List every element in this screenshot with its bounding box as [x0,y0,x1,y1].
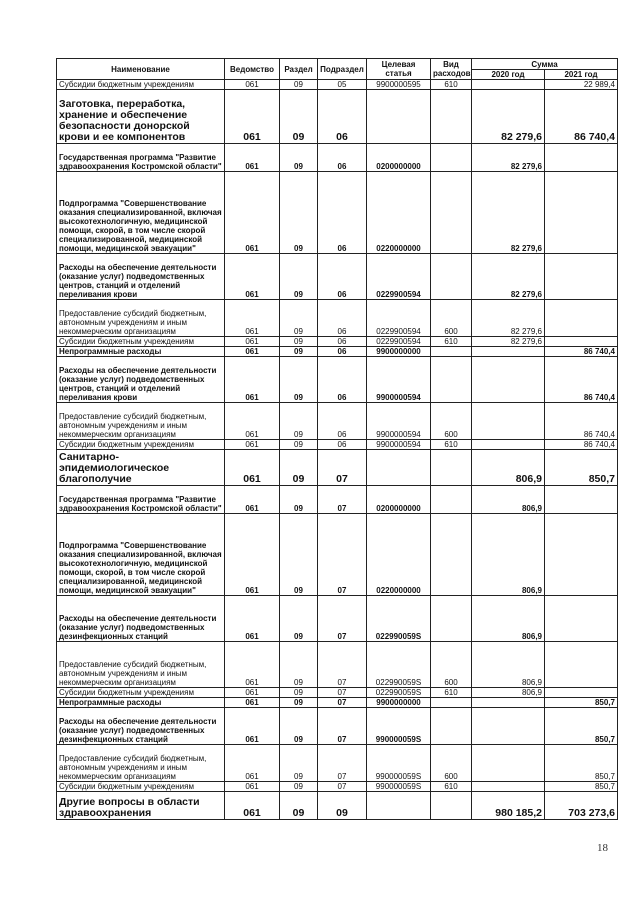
header-sum: Сумма [472,59,618,70]
row-exptype [431,792,472,820]
row-article: 0220000000 [367,172,431,254]
row-dept: 061 [225,745,280,782]
row-sum-2021: 22 989,4 [545,80,618,90]
row-sum-2021 [545,688,618,698]
table-row [57,782,618,792]
row-subsection: 07 [318,486,367,514]
row-sum-2021: 86 740,4 [545,403,618,440]
row-section: 09 [280,782,318,792]
row-sum-2021 [545,300,618,337]
row-article [367,90,431,144]
row-dept: 061 [225,708,280,745]
row-subsection: 07 [318,708,367,745]
table-row [57,745,618,782]
row-section: 09 [280,357,318,403]
table-row [57,792,618,820]
table-row [57,347,618,357]
row-dept: 061 [225,90,280,144]
budget-table [56,58,618,820]
row-section: 09 [280,254,318,300]
row-section: 09 [280,596,318,642]
table-row [57,403,618,440]
table-row [57,688,618,698]
header-section: Раздел [280,59,318,80]
row-sum-2021 [545,337,618,347]
row-dept: 061 [225,450,280,486]
row-section: 09 [280,450,318,486]
row-article: 0229900594 [367,254,431,300]
row-section: 09 [280,172,318,254]
row-name: Расходы на обеспечение деятельности (оказание услуг) подведомственных центров, станций и отделений переливания крови [57,254,225,300]
table-row [57,642,618,688]
row-sum-2021: 703 273,6 [545,792,618,820]
row-name: Государственная программа "Развитие здравоохранения Костромской области" [57,486,225,514]
row-exptype [431,172,472,254]
row-subsection: 06 [318,357,367,403]
row-section: 09 [280,688,318,698]
table-row [57,698,618,708]
row-sum-2021: 850,7 [545,708,618,745]
header-year-2021: 2021 год [545,70,618,80]
row-section: 09 [280,300,318,337]
row-exptype: 610 [431,80,472,90]
row-name: Субсидии бюджетным учреждениям [57,80,225,90]
header-year-2020: 2020 год [472,70,545,80]
row-exptype: 600 [431,403,472,440]
row-sum-2021: 86 740,4 [545,90,618,144]
row-exptype [431,596,472,642]
row-section: 09 [280,642,318,688]
row-sum-2021: 850,7 [545,745,618,782]
row-subsection: 06 [318,337,367,347]
row-subsection: 07 [318,596,367,642]
row-sum-2020: 806,9 [472,642,545,688]
row-dept: 061 [225,80,280,90]
row-sum-2020: 82 279,6 [472,90,545,144]
table-row [57,172,618,254]
row-sum-2021 [545,144,618,172]
table-row [57,337,618,347]
table-row [57,514,618,596]
table-row [57,486,618,514]
row-sum-2021: 86 740,4 [545,347,618,357]
row-name: Субсидии бюджетным учреждениям [57,782,225,792]
row-sum-2020: 82 279,6 [472,254,545,300]
row-name: Предоставление субсидий бюджетным, автономным учреждениям и иным некоммерческим организациям [57,642,225,688]
row-section: 09 [280,698,318,708]
row-name: Непрограммные расходы [57,698,225,708]
table-row [57,450,618,486]
row-name: Предоставление субсидий бюджетным, автономным учреждениям и иным некоммерческим организациям [57,745,225,782]
row-dept: 061 [225,688,280,698]
row-article: 990000059S [367,708,431,745]
row-subsection: 09 [318,792,367,820]
row-dept: 061 [225,782,280,792]
row-article: 990000059S [367,745,431,782]
row-subsection: 06 [318,347,367,357]
row-article: 9900000000 [367,347,431,357]
row-sum-2020 [472,440,545,450]
row-sum-2021 [545,642,618,688]
row-article: 022990059S [367,596,431,642]
row-sum-2020 [472,745,545,782]
row-article: 9900000000 [367,698,431,708]
row-subsection: 06 [318,144,367,172]
row-section: 09 [280,745,318,782]
row-name: Подпрограмма "Совершенствование оказания специализированной, включая высокотехнологичную, медицинской помощи, скорой, в том числе скорой специализированной, медицинской помощи, медицинской эвакуации" [57,172,225,254]
row-sum-2020 [472,782,545,792]
row-name: Расходы на обеспечение деятельности (оказание услуг) подведомственных дезинфекционных станций [57,708,225,745]
row-article: 990000059S [367,782,431,792]
row-article: 9900000595 [367,80,431,90]
row-dept: 061 [225,440,280,450]
row-section: 09 [280,792,318,820]
row-name: Заготовка, переработка, хранение и обеспечение безопасности донорской крови и ее компонентов [57,90,225,144]
table-header [57,59,618,80]
table-row [57,90,618,144]
row-exptype: 610 [431,782,472,792]
row-exptype: 600 [431,642,472,688]
table-row [57,357,618,403]
table-body [57,80,618,820]
row-sum-2020: 806,9 [472,688,545,698]
row-name: Санитарно-эпидемиологическое благополучие [57,450,225,486]
row-exptype: 600 [431,300,472,337]
row-section: 09 [280,514,318,596]
row-subsection: 06 [318,403,367,440]
row-section: 09 [280,80,318,90]
row-section: 09 [280,144,318,172]
row-exptype [431,486,472,514]
table-row [57,80,618,90]
row-dept: 061 [225,486,280,514]
row-sum-2020: 82 279,6 [472,337,545,347]
row-name: Государственная программа "Развитие здравоохранения Костромской области" [57,144,225,172]
row-name: Непрограммные расходы [57,347,225,357]
row-sum-2021 [545,596,618,642]
row-exptype [431,144,472,172]
row-exptype [431,254,472,300]
row-dept: 061 [225,357,280,403]
row-name: Предоставление субсидий бюджетным, автономным учреждениям и иным некоммерческим организациям [57,300,225,337]
row-sum-2020: 806,9 [472,486,545,514]
row-sum-2020: 82 279,6 [472,144,545,172]
row-exptype [431,708,472,745]
header-subsection: Подраздел [318,59,367,80]
row-subsection: 07 [318,688,367,698]
row-dept: 061 [225,403,280,440]
row-name: Другие вопросы в области здравоохранения [57,792,225,820]
row-sum-2021: 850,7 [545,782,618,792]
row-section: 09 [280,440,318,450]
row-name: Субсидии бюджетным учреждениям [57,440,225,450]
row-dept: 061 [225,254,280,300]
row-sum-2020: 806,9 [472,514,545,596]
table-row [57,440,618,450]
row-article: 0220000000 [367,514,431,596]
row-dept: 061 [225,347,280,357]
header-article: Целевая статья [367,59,431,80]
row-exptype [431,698,472,708]
row-subsection: 07 [318,450,367,486]
row-subsection: 06 [318,300,367,337]
table-row [57,596,618,642]
row-subsection: 07 [318,782,367,792]
row-article: 0200000000 [367,144,431,172]
row-dept: 061 [225,300,280,337]
row-subsection: 06 [318,90,367,144]
row-sum-2020: 980 185,2 [472,792,545,820]
row-article [367,450,431,486]
row-article: 0229900594 [367,300,431,337]
row-sum-2020 [472,698,545,708]
row-section: 09 [280,90,318,144]
row-sum-2020: 806,9 [472,596,545,642]
row-dept: 061 [225,514,280,596]
row-sum-2020 [472,403,545,440]
page-number: 18 [597,842,608,854]
row-dept: 061 [225,144,280,172]
row-dept: 061 [225,337,280,347]
row-name: Субсидии бюджетным учреждениям [57,688,225,698]
row-sum-2021: 850,7 [545,450,618,486]
row-subsection: 07 [318,745,367,782]
row-sum-2020 [472,80,545,90]
header-dept: Ведомство [225,59,280,80]
row-subsection: 05 [318,80,367,90]
row-sum-2021: 850,7 [545,698,618,708]
row-article: 9900000594 [367,440,431,450]
table-row [57,144,618,172]
row-name: Расходы на обеспечение деятельности (оказание услуг) подведомственных центров, станций и отделений переливания крови [57,357,225,403]
row-dept: 061 [225,596,280,642]
row-sum-2021 [545,486,618,514]
row-subsection: 07 [318,514,367,596]
row-dept: 061 [225,698,280,708]
row-exptype: 610 [431,337,472,347]
row-sum-2021: 86 740,4 [545,357,618,403]
row-dept: 061 [225,172,280,254]
row-subsection: 06 [318,254,367,300]
row-article [367,792,431,820]
row-subsection: 06 [318,172,367,254]
row-sum-2021 [545,172,618,254]
row-dept: 061 [225,642,280,688]
row-sum-2021 [545,254,618,300]
row-name: Субсидии бюджетным учреждениям [57,337,225,347]
row-article: 022990059S [367,642,431,688]
row-sum-2020: 806,9 [472,450,545,486]
row-name: Подпрограмма "Совершенствование оказания специализированной, включая высокотехнологичную, медицинской помощи, скорой, в том числе скорой специализированной, медицинской помощи, медицинской эвакуации" [57,514,225,596]
row-sum-2021 [545,514,618,596]
header-exptype: Вид расходов [431,59,472,80]
row-article: 0229900594 [367,337,431,347]
row-subsection: 06 [318,440,367,450]
row-article: 9900000594 [367,403,431,440]
row-name: Расходы на обеспечение деятельности (оказание услуг) подведомственных дезинфекционных станций [57,596,225,642]
row-sum-2020 [472,357,545,403]
header-name: Наименование [57,59,225,80]
row-section: 09 [280,337,318,347]
row-article: 9900000594 [367,357,431,403]
table-row [57,708,618,745]
table-row [57,254,618,300]
row-article: 022990059S [367,688,431,698]
table-row [57,300,618,337]
row-subsection: 07 [318,642,367,688]
row-exptype: 610 [431,688,472,698]
row-sum-2020: 82 279,6 [472,172,545,254]
row-exptype [431,347,472,357]
row-section: 09 [280,486,318,514]
row-exptype: 600 [431,745,472,782]
row-exptype [431,357,472,403]
row-section: 09 [280,347,318,357]
row-subsection: 07 [318,698,367,708]
row-section: 09 [280,403,318,440]
row-sum-2020 [472,347,545,357]
row-dept: 061 [225,792,280,820]
row-sum-2020: 82 279,6 [472,300,545,337]
row-exptype: 610 [431,440,472,450]
row-exptype [431,514,472,596]
row-article: 0200000000 [367,486,431,514]
row-exptype [431,450,472,486]
row-section: 09 [280,708,318,745]
row-exptype [431,90,472,144]
row-sum-2021: 86 740,4 [545,440,618,450]
row-name: Предоставление субсидий бюджетным, автономным учреждениям и иным некоммерческим организациям [57,403,225,440]
row-sum-2020 [472,708,545,745]
